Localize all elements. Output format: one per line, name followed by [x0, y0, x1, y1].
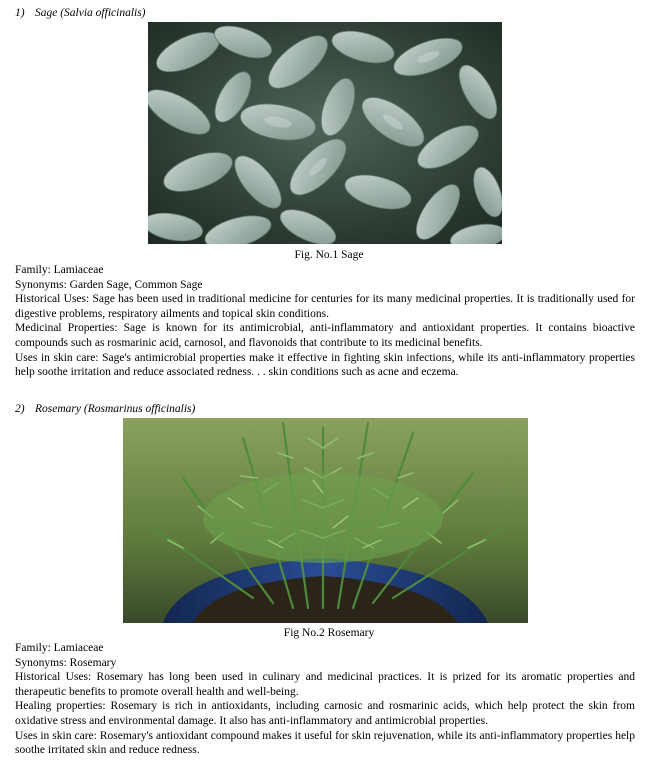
rosemary-family: Family: Lamiaceae — [15, 642, 104, 654]
sage-medicinal-properties: Medicinal Properties: Sage is known for its antimicrobial, anti-inflammatory and antioxidant properties. It contains bioactive compounds such as rosmarinic acid, carnosol, and flavonoids that contribute to its medicinal benefits. — [15, 322, 635, 349]
section-1-number: 1) — [15, 7, 25, 19]
sage-image — [148, 22, 502, 244]
section-2-heading — [15, 402, 195, 416]
rosemary-photo — [123, 418, 528, 623]
figure-2-caption: Fig No.2 Rosemary — [283, 627, 375, 639]
section-1-heading — [15, 6, 146, 20]
sage-family: Family: Lamiaceae — [15, 264, 104, 276]
section-2-title: Rosemary (Rosmarinus officinalis) — [35, 403, 196, 415]
rosemary-healing-properties: Healing properties: Rosemary is rich in antioxidants, including carnosic and rosmarinic acids, which help protect the skin from oxidative stress and environmental damage. It also has anti-inflammatory and antimicrobial properties. — [15, 700, 635, 727]
rosemary-synonyms: Synonyms: Rosemary — [15, 656, 117, 669]
section-2-number: 2) — [15, 403, 25, 415]
rosemary-skin-care-uses: Uses in skin care: Rosemary's antioxidant compound makes it useful for skin rejuvenation, while its anti-inflammatory properties help soothe irritated skin and reduce redness. — [15, 729, 635, 757]
sage-skin-care-uses: Uses in skin care: Sage's antimicrobial properties make it effective in fighting skin infections, while its anti-inflammatory properties help soothe irritation and reduce associated redness. . . skin conditions such as acne and eczema. — [15, 351, 635, 379]
sage-photo — [148, 22, 502, 244]
rosemary-historical-uses: Historical Uses: Rosemary has long been used in culinary and medicinal practices. It is prized for its aromatic properties and therapeutic benefits to promote overall health and well-being. — [15, 671, 635, 698]
section-2-body — [15, 641, 635, 758]
rosemary-image — [123, 418, 528, 623]
figure-1-caption: Fig. No.1 Sage — [294, 249, 364, 261]
section-1-body — [15, 263, 635, 380]
section-1-title: Sage (Salvia officinalis) — [35, 7, 146, 19]
sage-historical-uses: Historical Uses: Sage has been used in traditional medicine for centuries for its many medicinal properties. It is traditionally used for digestive problems, respiratory ailments and topical skin conditions. — [15, 293, 635, 320]
sage-synonyms: Synonyms: Garden Sage, Common Sage — [15, 278, 203, 291]
